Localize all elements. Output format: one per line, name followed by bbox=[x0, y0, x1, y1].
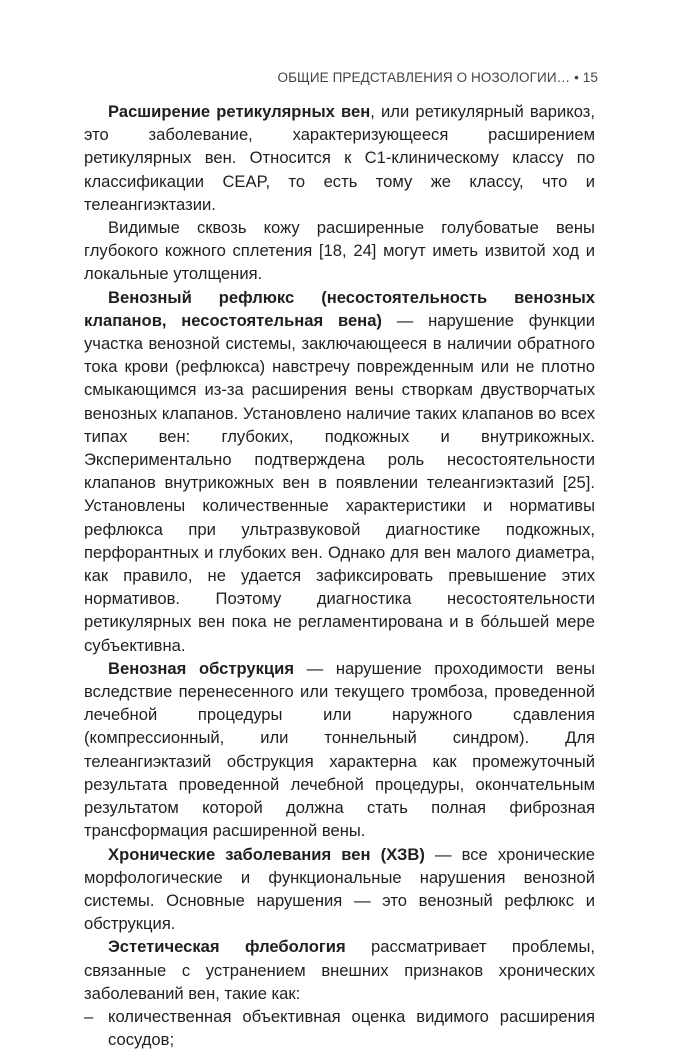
paragraph-venous-reflux bbox=[84, 286, 595, 657]
list-marker: – bbox=[84, 1006, 94, 1026]
paragraph-text: , или ретикулярный варикоз, это заболевание, характеризующееся расширением ретикулярных вен. Относится к С1-клиническому классу по классификации CEAP, то есть тому же классу, что и телеангиэктазии. bbox=[84, 102, 595, 214]
running-title: ОБЩИЕ ПРЕДСТАВЛЕНИЯ О НОЗОЛОГИИ… bbox=[277, 70, 571, 85]
paragraph-text: рассматривает проблемы, связанные с устранением внешних признаков хронических заболеваний вен, такие как: bbox=[84, 937, 595, 1003]
term-venous-obstruction: Венозная обструкция bbox=[108, 658, 295, 678]
term-venous-reflux: Венозный рефлюкс (несостоятельность венозных клапанов, несостоятельная вена) bbox=[84, 287, 595, 330]
paragraph-chronic-venous-disease bbox=[84, 843, 595, 936]
paragraph-text: — все хронические морфологические и функциональные нарушения венозной системы. Основные нарушения — это венозный рефлюкс и обструкция. bbox=[84, 844, 595, 934]
paragraph-text: — нарушение проходимости вены вследствие перенесенного или текущего тромбоза, проведенной лечебной процедуры или наружного сдавления (компрессионный, или тоннельный синдром). Для телеангиэктазий обструкция характерна как промежуточный результата проведенной лечебной процедуры, окончательным результатом которой должна стать полная фиброзная трансформация расширенной вены. bbox=[84, 658, 595, 841]
term-reticular-veins: Расширение ретикулярных вен bbox=[108, 102, 371, 121]
page-number: 15 bbox=[582, 70, 598, 85]
paragraph-reticular-veins bbox=[84, 100, 595, 216]
paragraph-visible-veins bbox=[84, 216, 595, 286]
paragraph-venous-obstruction bbox=[84, 657, 595, 843]
term-aesthetic-phlebology: Эстетическая флебология bbox=[108, 937, 346, 957]
paragraph-aesthetic-phlebology bbox=[84, 935, 595, 1005]
running-header bbox=[278, 70, 599, 85]
header-separator: • bbox=[574, 70, 579, 85]
term-chronic-venous-disease: Хронические заболевания вен (ХЗВ) bbox=[108, 844, 425, 864]
paragraph-text: Видимые сквозь кожу расширенные голубоватые вены глубокого кожного сплетения [18, 24] могут иметь извитой ход и локальные утолщения. bbox=[84, 218, 595, 284]
main-text bbox=[84, 100, 595, 1051]
list-item bbox=[84, 1005, 595, 1051]
list-item-text: количественная объективная оценка видимого расширения сосудов; bbox=[108, 1006, 595, 1050]
paragraph-text: — нарушение функции участка венозной системы, заключающееся в наличии обратного тока крови (рефлюкса) навстречу поврежденным или не плотно смыкающимся из-за расширения вены створкам двустворчатых венозных клапанов. Установлено наличие таких клапанов во всех типах вен: глубоких, подкожных и внутрикожных. Экспериментально подтверждена роль несостоятельности клапанов внутрикожных вен в появлении телеангиэктазий [25]. Установлены количественные характеристики и нормативы рефлюкса при ультразвуковой диагностике подкожных, перфорантных и глубоких вен. Однако для вен малого диаметра, как правило, не удается зафиксировать превышение этих нормативов. Поэтому диагностика несостоятельности ретикулярных вен пока не регламентирована и в бо́льшей мере субъективна. bbox=[84, 310, 596, 655]
